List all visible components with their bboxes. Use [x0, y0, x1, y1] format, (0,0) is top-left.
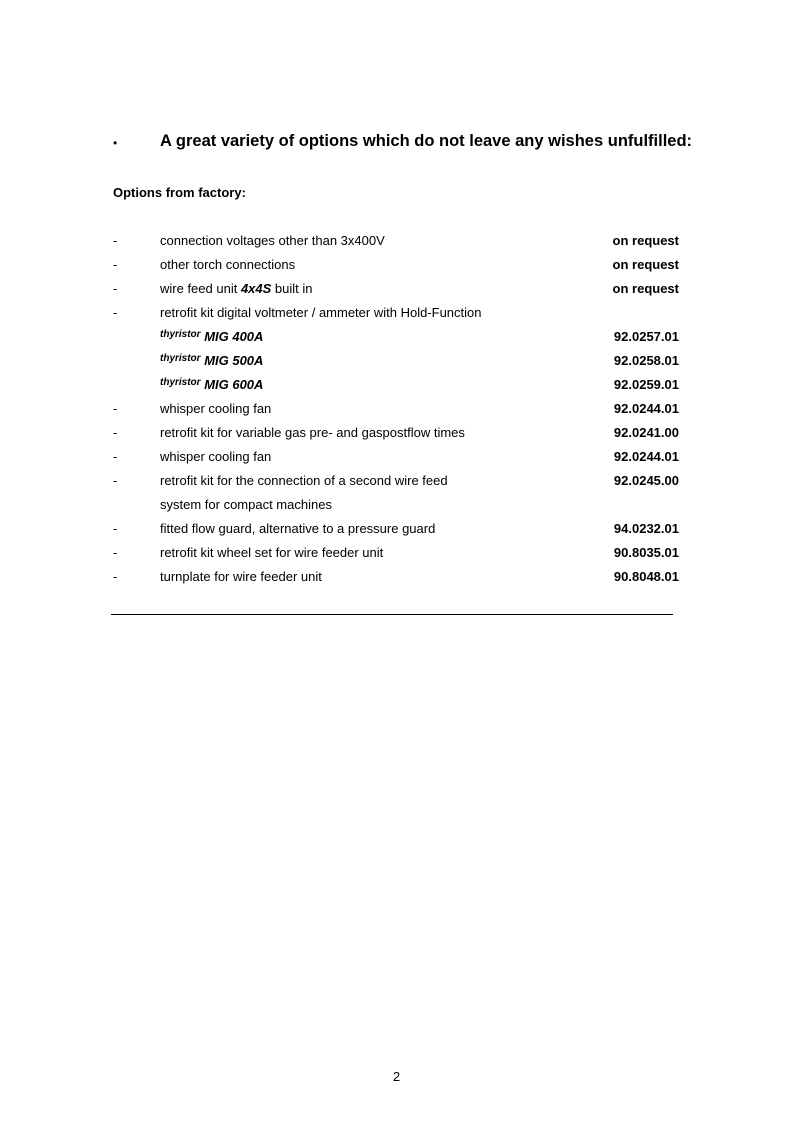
option-code: 92.0257.01: [613, 329, 679, 344]
option-code: 92.0258.01: [613, 353, 679, 368]
list-dash: -: [113, 233, 118, 248]
option-code: 92.0244.01: [613, 401, 679, 416]
horizontal-rule: [111, 614, 673, 615]
model-prefix: thyristor: [160, 353, 201, 364]
option-description: connection voltages other than 3x400V: [160, 233, 385, 248]
option-row: [0, 449, 793, 473]
section-heading: A great variety of options which do not leave any wishes unfulfilled:: [160, 132, 693, 150]
option-description: [160, 329, 263, 347]
option-row: [0, 401, 793, 425]
option-code: 90.8048.01: [613, 569, 679, 584]
option-description: [160, 281, 313, 297]
option-description: system for compact machines: [160, 497, 332, 512]
list-dash: -: [113, 545, 118, 560]
option-row: [0, 425, 793, 449]
option-code: 92.0244.01: [613, 449, 679, 464]
option-row: [0, 545, 793, 569]
list-dash: -: [113, 521, 118, 536]
option-row: [0, 473, 793, 497]
option-code: on request: [612, 233, 679, 248]
list-dash: -: [113, 473, 118, 488]
option-sub-row: [0, 377, 793, 401]
option-row: [0, 521, 793, 545]
option-description: whisper cooling fan: [160, 401, 272, 416]
list-dash: -: [113, 425, 118, 440]
model-name: MIG 600A: [204, 377, 264, 392]
option-sub-row: [0, 329, 793, 353]
option-continuation-row: [0, 497, 793, 521]
option-description: other torch connections: [160, 257, 296, 272]
options-list: [0, 233, 793, 593]
option-sub-row: [0, 353, 793, 377]
list-dash: -: [113, 401, 118, 416]
list-dash: -: [113, 569, 118, 584]
options-subheading: Options from factory:: [113, 185, 246, 200]
list-dash: -: [113, 257, 118, 272]
option-description: fitted flow guard, alternative to a pressure guard: [160, 521, 436, 536]
option-description: [160, 377, 263, 395]
option-row: [0, 281, 793, 305]
option-description: [160, 353, 263, 371]
option-description: turnplate for wire feeder unit: [160, 569, 322, 584]
option-row: [0, 569, 793, 593]
description-prefix: wire feed unit: [160, 281, 241, 296]
option-description: retrofit kit digital voltmeter / ammeter with Hold-Function: [160, 305, 482, 320]
option-row: [0, 257, 793, 281]
list-dash: -: [113, 281, 118, 296]
model-prefix: thyristor: [160, 377, 201, 388]
option-description: retrofit kit for the connection of a second wire feed: [160, 473, 448, 488]
option-row: [0, 233, 793, 257]
option-code: 92.0241.00: [613, 425, 679, 440]
option-code: on request: [612, 281, 679, 296]
option-code: 90.8035.01: [613, 545, 679, 560]
list-dash: -: [113, 449, 118, 464]
model-name: 4x4S: [240, 281, 272, 296]
model-name: MIG 400A: [204, 329, 264, 344]
option-description: retrofit kit wheel set for wire feeder unit: [160, 545, 384, 560]
model-name: MIG 500A: [204, 353, 264, 368]
option-code: 92.0245.00: [613, 473, 679, 488]
list-dash: -: [113, 305, 118, 320]
option-code: 94.0232.01: [613, 521, 679, 536]
description-suffix: built in: [271, 281, 313, 296]
option-description: whisper cooling fan: [160, 449, 272, 464]
option-code: 92.0259.01: [613, 377, 679, 392]
option-description: retrofit kit for variable gas pre- and gaspostflow times: [160, 425, 465, 440]
option-row: [0, 305, 793, 329]
heading-bullet: •: [113, 136, 118, 150]
option-code: on request: [612, 257, 679, 272]
page-number: 2: [392, 1069, 401, 1084]
model-prefix: thyristor: [160, 329, 201, 340]
